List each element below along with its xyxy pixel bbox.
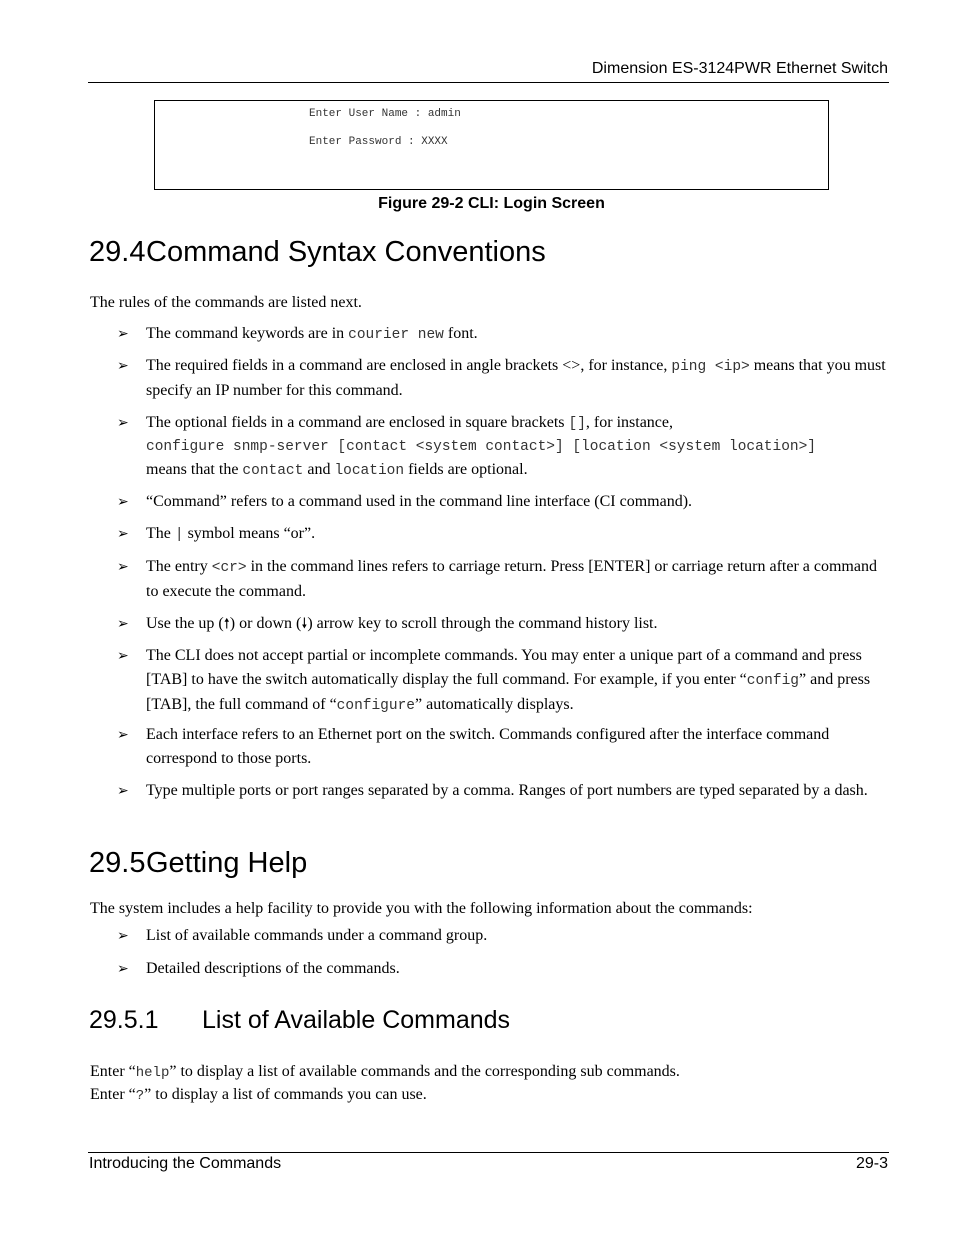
bullet-text: The CLI does not accept partial or incomplete commands. You may enter a unique part of a command and press [TAB] to have the switch automatically display the full command. For example, if you enter “ [146, 647, 862, 688]
section-title: Command Syntax Conventions [146, 236, 546, 268]
arrowhead-bullet-icon: ➢ [117, 494, 129, 510]
arrowhead-bullet-icon: ➢ [117, 616, 129, 632]
bullet-text: means that the [146, 461, 243, 478]
list-item [117, 555, 886, 604]
footer-chapter-title: Introducing the Commands [89, 1155, 282, 1172]
bullet-text: Each interface refers to an Ethernet port on the switch. Commands configured after the interface command correspond to those ports. [146, 726, 830, 767]
footer-rule [88, 1152, 889, 1153]
bullet-text: Use the up ( [146, 615, 224, 632]
arrowhead-bullet-icon: ➢ [117, 358, 129, 374]
para-text: ” to display a list of available commands and the corresponding sub commands. [169, 1063, 680, 1080]
bullet-text: The command keywords are in [146, 325, 349, 342]
arrowhead-bullet-icon: ➢ [117, 783, 129, 799]
bullet-text: “Command” refers to a command used in the command line interface (CI command). [146, 493, 693, 510]
cli-login-screen [154, 100, 829, 190]
bullet-text: The required fields in a command are enclosed in angle brackets <>, for instance, [146, 357, 672, 374]
inline-code: ? [135, 1088, 145, 1104]
inline-code: config [746, 673, 799, 689]
cli-username-line: Enter User Name : admin [309, 108, 461, 120]
inline-code: | [174, 527, 184, 543]
inline-code: [] [568, 416, 586, 432]
bullet-text: The optional fields in a command are enclosed in square brackets [146, 414, 569, 431]
para-text: ” to display a list of commands you can use. [144, 1086, 427, 1103]
bullet-text: means that you must specify an IP number for this command. [146, 357, 886, 399]
bullet-text: The entry [146, 558, 212, 575]
bullet-text: List of available commands under a command group. [146, 927, 488, 944]
page-number: 29-3 [855, 1155, 888, 1172]
inline-code: contact [242, 463, 304, 479]
cli-password-line: Enter Password : XXXX [309, 136, 448, 148]
list-item [117, 644, 886, 718]
section-title: Getting Help [146, 847, 308, 879]
list-item [117, 957, 886, 981]
header-rule [88, 82, 889, 83]
code-example: configure snmp-server [contact <system contact>] [location <system location>] [146, 439, 817, 455]
section-intro: The system includes a help facility to provide you with the following information about the commands: [90, 900, 753, 917]
inline-code: configure [336, 698, 415, 714]
section-intro: The rules of the commands are listed next. [90, 294, 362, 311]
question-command-line [90, 1083, 427, 1108]
para-text: Enter “ [90, 1063, 136, 1080]
list-item [117, 354, 886, 403]
arrowhead-bullet-icon: ➢ [117, 928, 129, 944]
section-number: 29.5 [89, 847, 146, 879]
bullet-text: font. [443, 325, 478, 342]
inline-code: <cr> [211, 560, 247, 576]
inline-code: ping <ip> [671, 359, 750, 375]
section-number: 29.5.1 [89, 1006, 159, 1034]
bullet-text: in the command lines refers to carriage return. Press [ENTER] or carriage return after a command to execute the command. [146, 558, 877, 600]
bullet-text: Detailed descriptions of the commands. [146, 960, 400, 977]
figure-caption: Figure 29-2 CLI: Login Screen [378, 195, 605, 212]
up-arrow-icon: 🠕 [223, 616, 230, 632]
bullet-text: ) or down ( [229, 615, 302, 632]
list-item [117, 522, 886, 547]
bullet-text: ” automatically displays. [415, 696, 574, 713]
list-item [117, 411, 886, 483]
down-arrow-icon: 🠗 [301, 616, 308, 632]
bullet-text: The [146, 525, 175, 542]
bullet-text: fields are optional. [404, 461, 528, 478]
arrowhead-bullet-icon: ➢ [117, 727, 129, 743]
inline-code: courier new [348, 327, 444, 343]
arrowhead-bullet-icon: ➢ [117, 526, 129, 542]
list-item [117, 490, 886, 514]
list-item [117, 723, 886, 771]
list-item [117, 322, 886, 347]
arrowhead-bullet-icon: ➢ [117, 648, 129, 664]
section-title: List of Available Commands [202, 1006, 511, 1034]
bullet-text: ) arrow key to scroll through the command history list. [307, 615, 658, 632]
bullet-text: symbol means “or”. [183, 525, 316, 542]
subsection-heading-29-5-1 [89, 1006, 510, 1035]
inline-code: help [135, 1065, 170, 1081]
list-item [117, 612, 886, 636]
arrowhead-bullet-icon: ➢ [117, 961, 129, 977]
list-item [117, 924, 886, 948]
running-header: Dimension ES-3124PWR Ethernet Switch [591, 60, 888, 77]
inline-code: location [334, 463, 405, 479]
bullet-text: , for instance, [585, 414, 673, 431]
para-text: Enter “ [90, 1086, 136, 1103]
section-heading-29-5 [89, 847, 307, 880]
bullet-text: and [303, 461, 335, 478]
section-number: 29.4 [89, 236, 146, 268]
arrowhead-bullet-icon: ➢ [117, 326, 129, 342]
arrowhead-bullet-icon: ➢ [117, 415, 129, 431]
section-heading-29-4 [89, 236, 546, 269]
help-command-line [90, 1060, 680, 1085]
bullet-text: ” and press [TAB], the full command of “ [146, 671, 871, 713]
list-item [117, 779, 886, 803]
arrowhead-bullet-icon: ➢ [117, 559, 129, 575]
bullet-text: Type multiple ports or port ranges separated by a comma. Ranges of port numbers are typed separated by a dash. [146, 782, 868, 799]
